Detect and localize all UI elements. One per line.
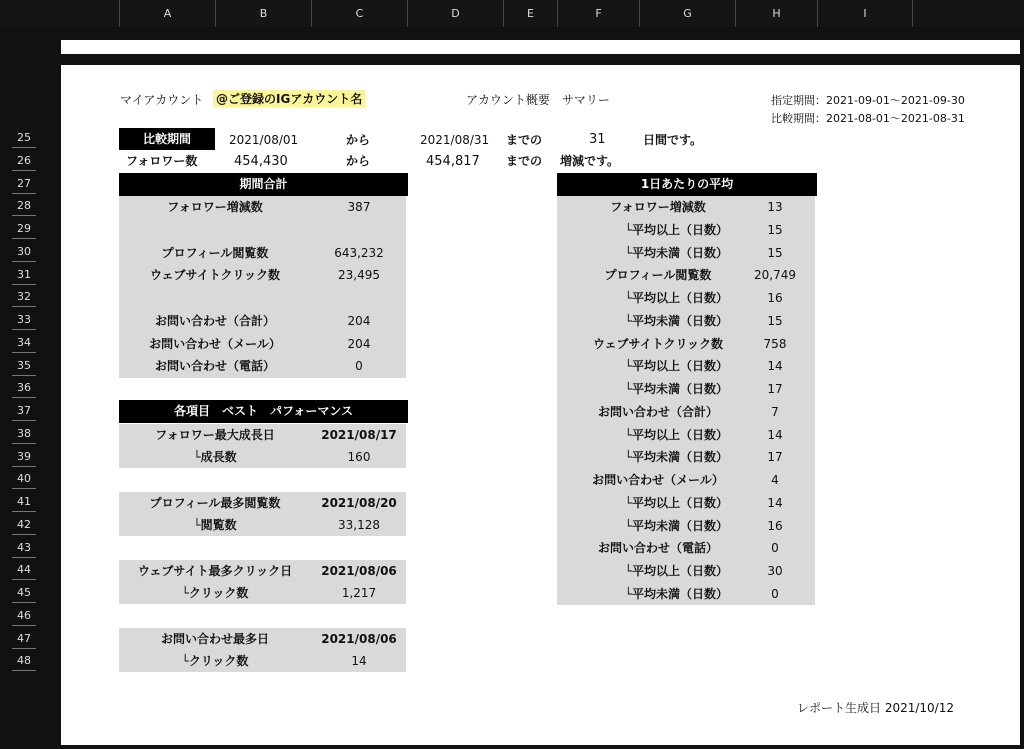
best-sub-value: 1,217 bbox=[341, 586, 377, 600]
row-number[interactable]: 25 bbox=[12, 128, 36, 148]
best-sub-label: └クリック数 bbox=[181, 654, 249, 668]
follower-count-label: フォロワー数 bbox=[126, 154, 198, 168]
row-number[interactable]: 39 bbox=[12, 447, 36, 467]
daily-value: 14 bbox=[767, 427, 783, 442]
column-header-f[interactable]: F bbox=[557, 0, 639, 27]
period-total-value: 204 bbox=[347, 336, 371, 351]
row-number[interactable]: 28 bbox=[12, 196, 36, 216]
period-total-value: 204 bbox=[347, 313, 371, 328]
daily-value: 17 bbox=[767, 382, 783, 396]
row-number[interactable]: 35 bbox=[12, 356, 36, 376]
compare-from: から bbox=[346, 133, 371, 147]
compare-period-label: 比較期間 bbox=[119, 128, 215, 150]
row-number[interactable]: 38 bbox=[12, 424, 36, 444]
row-number[interactable]: 26 bbox=[12, 151, 36, 171]
period-total-header: 期間合計 bbox=[119, 173, 408, 196]
report-date: レポート生成日 2021/10/12 bbox=[797, 701, 954, 715]
daily-value: 4 bbox=[771, 473, 779, 487]
daily-sub-label: └平均未満（日数） bbox=[624, 518, 728, 533]
best-date: 2021/08/06 bbox=[321, 564, 397, 578]
row-number[interactable]: 45 bbox=[12, 583, 36, 603]
compare-days-suffix: 日間です。 bbox=[643, 133, 703, 147]
overview-title: アカウント概要 サマリー bbox=[466, 93, 610, 107]
daily-label: お問い合わせ（電話） bbox=[597, 541, 718, 556]
follower-result: 増減です。 bbox=[560, 154, 620, 168]
period-total-label: お問い合わせ（メール） bbox=[149, 336, 281, 351]
daily-sub-label: └平均未満（日数） bbox=[624, 586, 728, 601]
row-number[interactable]: 32 bbox=[12, 287, 36, 307]
best-date: 2021/08/06 bbox=[321, 632, 397, 646]
best-label: ウェブサイト最多クリック日 bbox=[137, 564, 293, 578]
follower-from: から bbox=[346, 154, 371, 168]
white-strip bbox=[61, 40, 1020, 54]
row-number[interactable]: 36 bbox=[12, 378, 36, 398]
daily-value: 15 bbox=[767, 222, 783, 237]
daily-label: プロフィール閲覧数 bbox=[604, 268, 712, 283]
row-number[interactable]: 31 bbox=[12, 265, 36, 285]
row-number[interactable]: 47 bbox=[12, 629, 36, 649]
period-total-label: ウェブサイトクリック数 bbox=[150, 268, 280, 283]
daily-value: 16 bbox=[767, 291, 783, 305]
daily-sub-label: └平均未満（日数） bbox=[624, 245, 728, 260]
period-total-value: 0 bbox=[355, 359, 363, 374]
period-total-label: プロフィール閲覧数 bbox=[161, 245, 269, 260]
row-number[interactable]: 27 bbox=[12, 174, 36, 194]
daily-sub-label: └平均以上（日数） bbox=[624, 495, 728, 510]
column-header-e[interactable]: E bbox=[503, 0, 557, 27]
daily-average-header: 1日あたりの平均 bbox=[557, 173, 817, 196]
follower-start: 454,430 bbox=[234, 154, 288, 169]
best-performance-header: 各項目 ベスト パフォーマンス bbox=[119, 400, 408, 423]
daily-label: フォロワー増減数 bbox=[610, 200, 706, 214]
daily-sub-label: └平均以上（日数） bbox=[624, 291, 728, 305]
daily-value: 30 bbox=[767, 564, 783, 578]
daily-value: 15 bbox=[767, 245, 783, 260]
column-header-a[interactable]: A bbox=[119, 0, 215, 27]
row-number[interactable]: 33 bbox=[12, 310, 36, 330]
best-sub-value: 14 bbox=[351, 654, 367, 668]
period-total-label bbox=[119, 219, 311, 241]
period-total-label bbox=[119, 287, 311, 309]
daily-value: 13 bbox=[767, 200, 783, 214]
column-header-bar bbox=[0, 0, 1024, 27]
period-total-label: フォロワー増減数 bbox=[167, 200, 263, 214]
row-number[interactable]: 42 bbox=[12, 515, 36, 535]
best-date: 2021/08/17 bbox=[321, 428, 397, 442]
best-sub-label: └閲覧数 bbox=[193, 518, 237, 532]
daily-value: 16 bbox=[767, 518, 783, 533]
column-header-h[interactable]: H bbox=[735, 0, 817, 27]
best-sub-value: 33,128 bbox=[338, 518, 380, 532]
daily-value: 15 bbox=[767, 313, 783, 328]
period-total-value bbox=[311, 287, 407, 309]
compare-start-date: 2021/08/01 bbox=[229, 133, 299, 147]
best-date: 2021/08/20 bbox=[321, 496, 397, 510]
compare-days: 31 bbox=[589, 132, 606, 147]
daily-value: 0 bbox=[771, 541, 779, 556]
row-number[interactable]: 44 bbox=[12, 560, 36, 580]
follower-until: までの bbox=[506, 154, 543, 168]
best-label: フォロワー最大成長日 bbox=[155, 428, 275, 442]
daily-label: お問い合わせ（メール） bbox=[592, 473, 724, 487]
daily-value: 0 bbox=[771, 586, 779, 601]
column-header-d[interactable]: D bbox=[407, 0, 503, 27]
daily-value: 758 bbox=[763, 336, 787, 351]
daily-value: 17 bbox=[767, 450, 783, 465]
daily-sub-label: └平均未満（日数） bbox=[624, 450, 728, 465]
row-number[interactable]: 34 bbox=[12, 333, 36, 353]
compare-end-date: 2021/08/31 bbox=[420, 133, 490, 147]
daily-label: お問い合わせ（合計） bbox=[597, 404, 718, 419]
column-header-g[interactable]: G bbox=[639, 0, 735, 27]
best-label: お問い合わせ最多日 bbox=[160, 632, 269, 646]
row-number[interactable]: 48 bbox=[12, 651, 36, 671]
row-number[interactable]: 43 bbox=[12, 538, 36, 558]
best-sub-value: 160 bbox=[347, 450, 371, 464]
compare-until: までの bbox=[506, 133, 543, 147]
follower-end: 454,817 bbox=[426, 154, 480, 169]
daily-value: 14 bbox=[767, 359, 783, 374]
row-number[interactable]: 40 bbox=[12, 469, 36, 489]
daily-value: 20,749 bbox=[754, 268, 796, 283]
daily-sub-label: └平均未満（日数） bbox=[624, 382, 728, 396]
period-total-value: 643,232 bbox=[334, 245, 384, 260]
period-total-value: 387 bbox=[347, 200, 371, 214]
daily-value: 14 bbox=[767, 495, 783, 510]
period-total-value: 23,495 bbox=[338, 268, 380, 283]
row-number[interactable]: 46 bbox=[12, 606, 36, 626]
row-number[interactable]: 37 bbox=[12, 401, 36, 421]
column-header-c[interactable]: C bbox=[311, 0, 407, 27]
row-number[interactable]: 29 bbox=[12, 219, 36, 239]
column-header-b[interactable]: B bbox=[215, 0, 311, 27]
daily-label: ウェブサイトクリック数 bbox=[593, 336, 723, 351]
period-text: 指定期間：2021-09-01〜2021-09-30 bbox=[771, 94, 965, 107]
account-name: @ご登録のIGアカウント名 bbox=[213, 90, 365, 107]
daily-sub-label: └平均以上（日数） bbox=[624, 427, 728, 442]
column-header-i[interactable]: I bbox=[817, 0, 913, 27]
daily-sub-label: └平均未満（日数） bbox=[624, 313, 728, 328]
daily-value: 7 bbox=[771, 404, 779, 419]
row-number[interactable]: 30 bbox=[12, 242, 36, 262]
my-account-label: マイアカウント bbox=[120, 93, 204, 107]
period-total-label: お問い合わせ（合計） bbox=[154, 313, 275, 328]
daily-sub-label: └平均以上（日数） bbox=[624, 359, 728, 374]
period-total-value bbox=[311, 219, 407, 241]
row-number[interactable]: 41 bbox=[12, 492, 36, 512]
daily-sub-label: └平均以上（日数） bbox=[624, 222, 728, 237]
daily-sub-label: └平均以上（日数） bbox=[624, 564, 728, 578]
compare-period-text: 比較期間：2021-08-01〜2021-08-31 bbox=[771, 112, 965, 125]
best-label: プロフィール最多閲覧数 bbox=[149, 496, 281, 510]
best-sub-label: └成長数 bbox=[193, 450, 237, 464]
period-total-label: お問い合わせ（電話） bbox=[154, 359, 275, 374]
best-sub-label: └クリック数 bbox=[181, 586, 249, 600]
